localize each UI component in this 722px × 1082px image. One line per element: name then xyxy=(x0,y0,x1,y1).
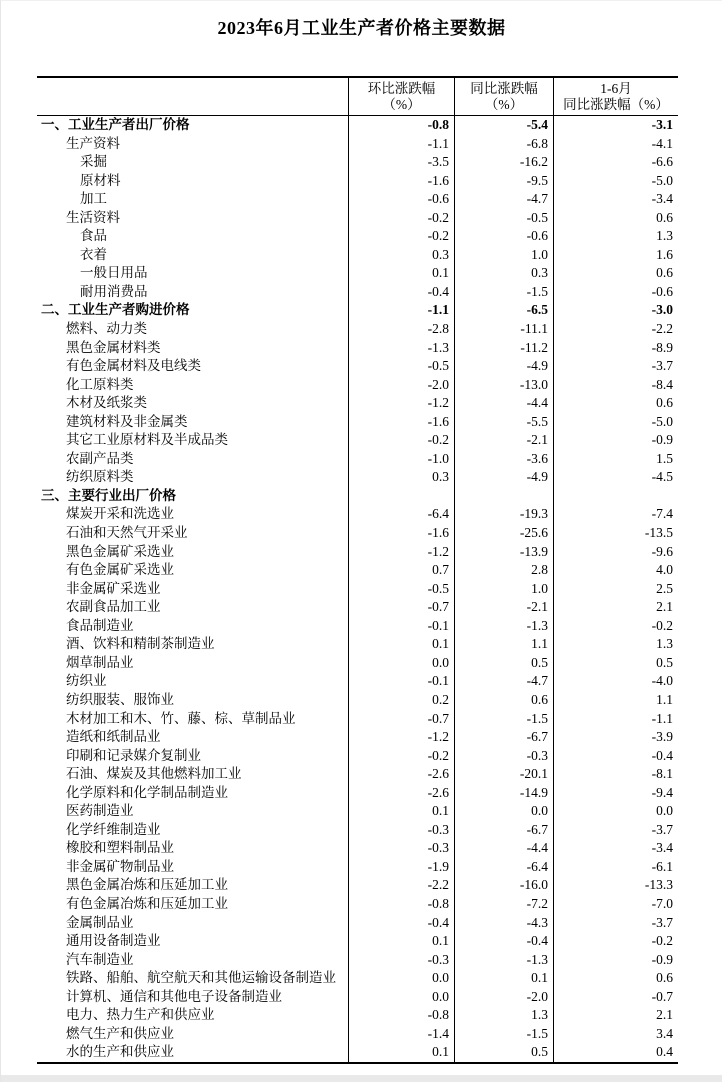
table-row xyxy=(37,876,678,895)
value-ytd: -8.9 xyxy=(553,339,678,358)
value-yoy: -0.4 xyxy=(454,932,553,951)
value-yoy: 1.0 xyxy=(454,246,553,265)
row-label: 通用设备制造业 xyxy=(66,933,161,949)
value-mom: -1.2 xyxy=(348,394,454,413)
value-mom: 0.1 xyxy=(348,1043,454,1062)
value-mom: 0.0 xyxy=(348,654,454,673)
row-label: 石油和天然气开采业 xyxy=(66,525,188,541)
value-ytd: -3.0 xyxy=(553,301,678,320)
value-yoy: -4.9 xyxy=(454,468,553,487)
value-mom: -1.0 xyxy=(348,450,454,469)
value-ytd: -0.9 xyxy=(553,951,678,970)
value-ytd: -3.7 xyxy=(553,914,678,933)
value-ytd: -3.7 xyxy=(553,821,678,840)
value-yoy: 1.3 xyxy=(454,1006,553,1025)
row-label: 水的生产和供应业 xyxy=(66,1044,174,1060)
value-yoy: -5.5 xyxy=(454,413,553,432)
value-mom: -1.4 xyxy=(348,1025,454,1044)
page-title: 2023年6月工业生产者价格主要数据 xyxy=(217,18,506,38)
row-label: 化学原料和化学制品制造业 xyxy=(66,784,228,800)
row-label: 汽车制造业 xyxy=(66,951,134,967)
row-label: 非金属矿物制品业 xyxy=(66,858,174,874)
table-header xyxy=(37,78,678,116)
row-label: 黑色金属冶炼和压延加工业 xyxy=(66,877,228,893)
table-row xyxy=(37,839,678,858)
table-row xyxy=(37,357,678,376)
row-label: 纺织原料类 xyxy=(66,469,134,485)
value-mom: -3.5 xyxy=(348,153,454,172)
value-yoy: -7.2 xyxy=(454,895,553,914)
value-mom: -0.7 xyxy=(348,710,454,729)
table-row xyxy=(37,932,678,951)
value-ytd: -0.7 xyxy=(553,988,678,1007)
value-mom: 0.7 xyxy=(348,561,454,580)
row-label: 造纸和纸制品业 xyxy=(66,729,161,745)
value-mom: 0.1 xyxy=(348,635,454,654)
value-ytd: -6.1 xyxy=(553,858,678,877)
value-mom: -6.4 xyxy=(348,505,454,524)
value-yoy: 1.1 xyxy=(454,635,553,654)
table-row xyxy=(37,487,678,506)
value-ytd: -8.4 xyxy=(553,376,678,395)
row-label: 其它工业原材料及半成品类 xyxy=(66,432,228,448)
value-yoy: -2.1 xyxy=(454,598,553,617)
table-row xyxy=(37,691,678,710)
value-ytd: 0.6 xyxy=(553,209,678,228)
row-label: 电力、热力生产和供应业 xyxy=(66,1007,215,1023)
row-label: 金属制品业 xyxy=(66,914,134,930)
value-mom: -0.1 xyxy=(348,672,454,691)
row-label: 非金属矿采选业 xyxy=(66,580,161,596)
row-label: 铁路、船舶、航空航天和其他运输设备制造业 xyxy=(66,970,336,986)
value-mom: -1.1 xyxy=(348,135,454,154)
value-ytd: -0.4 xyxy=(553,747,678,766)
value-ytd: -3.4 xyxy=(553,190,678,209)
value-yoy xyxy=(454,487,553,506)
value-yoy: -1.3 xyxy=(454,951,553,970)
value-ytd: -7.4 xyxy=(553,505,678,524)
value-yoy: -13.0 xyxy=(454,376,553,395)
value-ytd: -2.2 xyxy=(553,320,678,339)
row-label: 酒、饮料和精制茶制造业 xyxy=(66,636,215,652)
value-yoy: -4.7 xyxy=(454,190,553,209)
table-row xyxy=(37,598,678,617)
page-bottom-strip xyxy=(1,1075,722,1082)
value-ytd: -13.5 xyxy=(553,524,678,543)
row-label: 木材加工和木、竹、藤、棕、草制品业 xyxy=(66,710,296,726)
row-label: 石油、煤炭及其他燃料加工业 xyxy=(66,766,242,782)
table-row xyxy=(37,895,678,914)
table-row xyxy=(37,1006,678,1025)
table-row xyxy=(37,339,678,358)
header-col-mom-line2: （%） xyxy=(382,96,421,112)
value-ytd: 0.6 xyxy=(553,969,678,988)
value-mom: 0.0 xyxy=(348,969,454,988)
value-mom: -1.9 xyxy=(348,858,454,877)
row-label: 建筑材料及非金属类 xyxy=(66,413,188,429)
row-label: 一般日用品 xyxy=(80,265,148,281)
value-ytd: 0.5 xyxy=(553,654,678,673)
row-label: 加工 xyxy=(80,191,107,207)
value-yoy: -4.9 xyxy=(454,357,553,376)
row-label: 衣着 xyxy=(80,246,107,262)
table-row xyxy=(37,561,678,580)
value-ytd: -5.0 xyxy=(553,172,678,191)
value-ytd: 0.0 xyxy=(553,802,678,821)
value-yoy: -16.2 xyxy=(454,153,553,172)
value-mom: -0.5 xyxy=(348,580,454,599)
row-label: 二、工业生产者购进价格 xyxy=(41,302,190,318)
value-mom: -0.2 xyxy=(348,227,454,246)
value-mom: 0.0 xyxy=(348,988,454,1007)
row-label: 有色金属材料及电线类 xyxy=(66,358,201,374)
table-row xyxy=(37,951,678,970)
value-mom: -0.8 xyxy=(348,116,454,135)
value-yoy: -4.7 xyxy=(454,672,553,691)
table-row xyxy=(37,227,678,246)
value-ytd: 2.5 xyxy=(553,580,678,599)
value-ytd: 4.0 xyxy=(553,561,678,580)
value-yoy: -9.5 xyxy=(454,172,553,191)
table-row xyxy=(37,135,678,154)
value-yoy: 0.0 xyxy=(454,802,553,821)
row-label: 黑色金属矿采选业 xyxy=(66,543,174,559)
table-body xyxy=(37,116,678,1062)
value-mom: -2.6 xyxy=(348,765,454,784)
value-ytd: -9.6 xyxy=(553,543,678,562)
table-row xyxy=(37,672,678,691)
value-yoy: -3.6 xyxy=(454,450,553,469)
row-label: 三、主要行业出厂价格 xyxy=(41,487,176,503)
value-yoy: -1.5 xyxy=(454,1025,553,1044)
value-mom: -0.3 xyxy=(348,839,454,858)
value-mom: -2.6 xyxy=(348,784,454,803)
header-col-yoy xyxy=(454,78,553,115)
value-yoy: -13.9 xyxy=(454,543,553,562)
value-mom: -0.2 xyxy=(348,209,454,228)
value-ytd: -3.7 xyxy=(553,357,678,376)
value-mom: -2.2 xyxy=(348,876,454,895)
header-col-yoy-line1: 同比涨跌幅 xyxy=(470,80,538,96)
table-row xyxy=(37,617,678,636)
value-mom: -2.0 xyxy=(348,376,454,395)
value-mom: 0.3 xyxy=(348,246,454,265)
table-row xyxy=(37,246,678,265)
value-ytd: -4.0 xyxy=(553,672,678,691)
value-ytd: -0.2 xyxy=(553,932,678,951)
row-label: 燃气生产和供应业 xyxy=(66,1025,174,1041)
row-label: 印刷和记录媒介复制业 xyxy=(66,747,201,763)
value-mom xyxy=(348,487,454,506)
header-col-mom xyxy=(348,78,454,115)
table-row xyxy=(37,988,678,1007)
row-label: 燃料、动力类 xyxy=(66,321,147,337)
value-ytd: -8.1 xyxy=(553,765,678,784)
value-mom: -1.6 xyxy=(348,413,454,432)
table-row xyxy=(37,543,678,562)
row-label: 一、工业生产者出厂价格 xyxy=(41,117,190,132)
table-row xyxy=(37,431,678,450)
table-row xyxy=(37,116,678,135)
value-ytd: -3.9 xyxy=(553,728,678,747)
value-ytd: -7.0 xyxy=(553,895,678,914)
value-yoy: -5.4 xyxy=(454,116,553,135)
row-label: 食品制造业 xyxy=(66,617,134,633)
table-row xyxy=(37,394,678,413)
value-ytd: 1.3 xyxy=(553,635,678,654)
value-ytd: 3.4 xyxy=(553,1025,678,1044)
value-mom: -0.2 xyxy=(348,747,454,766)
value-ytd: -9.4 xyxy=(553,784,678,803)
value-yoy: -6.7 xyxy=(454,728,553,747)
row-label: 纺织服装、服饰业 xyxy=(66,691,174,707)
value-mom: -0.7 xyxy=(348,598,454,617)
price-table xyxy=(37,76,678,1064)
row-label: 原材料 xyxy=(80,172,121,188)
row-label: 橡胶和塑料制品业 xyxy=(66,840,174,856)
value-ytd: 1.3 xyxy=(553,227,678,246)
value-yoy: 0.5 xyxy=(454,1043,553,1062)
value-ytd: -4.5 xyxy=(553,468,678,487)
row-label: 黑色金属材料类 xyxy=(66,339,161,355)
table-row xyxy=(37,505,678,524)
row-label: 耐用消费品 xyxy=(80,283,148,299)
table-row xyxy=(37,376,678,395)
row-label: 烟草制品业 xyxy=(66,654,134,670)
value-yoy: -6.5 xyxy=(454,301,553,320)
value-ytd: -5.0 xyxy=(553,413,678,432)
header-col-ytd-line1: 1-6月 xyxy=(600,80,632,96)
value-yoy: -0.3 xyxy=(454,747,553,766)
value-mom: -0.3 xyxy=(348,821,454,840)
value-yoy: -2.0 xyxy=(454,988,553,1007)
row-label: 有色金属冶炼和压延加工业 xyxy=(66,895,228,911)
row-label: 农副产品类 xyxy=(66,450,134,466)
table-row xyxy=(37,580,678,599)
value-yoy: -25.6 xyxy=(454,524,553,543)
value-mom: -0.5 xyxy=(348,357,454,376)
value-mom: -0.1 xyxy=(348,617,454,636)
value-ytd: -6.6 xyxy=(553,153,678,172)
table-row xyxy=(37,914,678,933)
row-label: 化学纤维制造业 xyxy=(66,821,161,837)
value-yoy: -4.4 xyxy=(454,839,553,858)
table-row xyxy=(37,172,678,191)
table-row xyxy=(37,450,678,469)
value-mom: 0.1 xyxy=(348,802,454,821)
value-yoy: -6.8 xyxy=(454,135,553,154)
value-yoy: -6.7 xyxy=(454,821,553,840)
table-row xyxy=(37,264,678,283)
row-label: 化工原料类 xyxy=(66,376,134,392)
value-ytd: -13.3 xyxy=(553,876,678,895)
value-yoy: 2.8 xyxy=(454,561,553,580)
row-label: 纺织业 xyxy=(66,673,107,689)
header-col-yoy-line2: （%） xyxy=(484,96,524,112)
row-label: 木材及纸浆类 xyxy=(66,395,147,411)
row-label: 食品 xyxy=(80,228,107,244)
value-mom: 0.1 xyxy=(348,264,454,283)
row-label: 生活资料 xyxy=(66,209,120,225)
value-yoy: -11.2 xyxy=(454,339,553,358)
value-mom: -0.4 xyxy=(348,914,454,933)
header-col-mom-line1: 环比涨跌幅 xyxy=(367,80,436,96)
value-mom: -0.2 xyxy=(348,431,454,450)
value-ytd: 0.6 xyxy=(553,394,678,413)
value-yoy: -0.5 xyxy=(454,209,553,228)
table-row xyxy=(37,190,678,209)
table-row xyxy=(37,802,678,821)
value-ytd: 1.6 xyxy=(553,246,678,265)
value-mom: -1.2 xyxy=(348,728,454,747)
value-mom: -2.8 xyxy=(348,320,454,339)
value-mom: 0.1 xyxy=(348,932,454,951)
value-mom: -0.4 xyxy=(348,283,454,302)
table-row xyxy=(37,1043,678,1062)
row-label: 生产资料 xyxy=(66,135,120,151)
row-label: 有色金属矿采选业 xyxy=(66,562,174,578)
value-yoy: -1.5 xyxy=(454,710,553,729)
value-ytd: 1.5 xyxy=(553,450,678,469)
value-mom: -1.6 xyxy=(348,524,454,543)
value-mom: -1.3 xyxy=(348,339,454,358)
value-ytd: 0.4 xyxy=(553,1043,678,1062)
row-label: 采掘 xyxy=(80,154,107,170)
table-row xyxy=(37,301,678,320)
table-row xyxy=(37,283,678,302)
table-row xyxy=(37,654,678,673)
row-label: 医药制造业 xyxy=(66,803,134,819)
value-yoy: 0.1 xyxy=(454,969,553,988)
value-mom: -0.3 xyxy=(348,951,454,970)
value-ytd: 2.1 xyxy=(553,598,678,617)
value-yoy: -4.4 xyxy=(454,394,553,413)
table-row xyxy=(37,784,678,803)
value-yoy: 0.6 xyxy=(454,691,553,710)
value-yoy: -2.1 xyxy=(454,431,553,450)
value-ytd: -3.1 xyxy=(553,116,678,135)
value-ytd: -3.4 xyxy=(553,839,678,858)
table-row xyxy=(37,1025,678,1044)
value-mom: 0.2 xyxy=(348,691,454,710)
value-mom: -0.8 xyxy=(348,895,454,914)
value-mom: -1.6 xyxy=(348,172,454,191)
table-row xyxy=(37,858,678,877)
value-ytd xyxy=(553,487,678,506)
table-row xyxy=(37,969,678,988)
value-ytd: -0.6 xyxy=(553,283,678,302)
table-row xyxy=(37,710,678,729)
value-yoy: -1.5 xyxy=(454,283,553,302)
table-row xyxy=(37,635,678,654)
value-ytd: 1.1 xyxy=(553,691,678,710)
row-label: 农副食品加工业 xyxy=(66,599,161,615)
table-row xyxy=(37,153,678,172)
table-row xyxy=(37,821,678,840)
row-label: 煤炭开采和洗选业 xyxy=(66,506,174,522)
value-mom: -0.8 xyxy=(348,1006,454,1025)
value-mom: -1.2 xyxy=(348,543,454,562)
value-mom: -1.1 xyxy=(348,301,454,320)
row-label: 计算机、通信和其他电子设备制造业 xyxy=(66,988,282,1004)
table-row xyxy=(37,765,678,784)
value-mom: -0.6 xyxy=(348,190,454,209)
value-yoy: -20.1 xyxy=(454,765,553,784)
value-ytd: -4.1 xyxy=(553,135,678,154)
header-label-col xyxy=(37,78,348,115)
value-yoy: -6.4 xyxy=(454,858,553,877)
header-col-ytd-line2: 同比涨跌幅（%） xyxy=(563,96,669,112)
value-yoy: -0.6 xyxy=(454,227,553,246)
value-yoy: -14.9 xyxy=(454,784,553,803)
table-row xyxy=(37,747,678,766)
value-yoy: 0.3 xyxy=(454,264,553,283)
table-row xyxy=(37,320,678,339)
value-yoy: 1.0 xyxy=(454,580,553,599)
table-row xyxy=(37,209,678,228)
value-yoy: -16.0 xyxy=(454,876,553,895)
header-col-ytd xyxy=(553,78,678,115)
value-ytd: -1.1 xyxy=(553,710,678,729)
table-row xyxy=(37,468,678,487)
value-yoy: -11.1 xyxy=(454,320,553,339)
table-row xyxy=(37,413,678,432)
table-row xyxy=(37,524,678,543)
value-ytd: -0.2 xyxy=(553,617,678,636)
value-yoy: -19.3 xyxy=(454,505,553,524)
value-yoy: -1.3 xyxy=(454,617,553,636)
table-row xyxy=(37,728,678,747)
value-ytd: 2.1 xyxy=(553,1006,678,1025)
value-yoy: 0.5 xyxy=(454,654,553,673)
value-mom: 0.3 xyxy=(348,468,454,487)
value-ytd: -0.9 xyxy=(553,431,678,450)
value-yoy: -4.3 xyxy=(454,914,553,933)
value-ytd: 0.6 xyxy=(553,264,678,283)
